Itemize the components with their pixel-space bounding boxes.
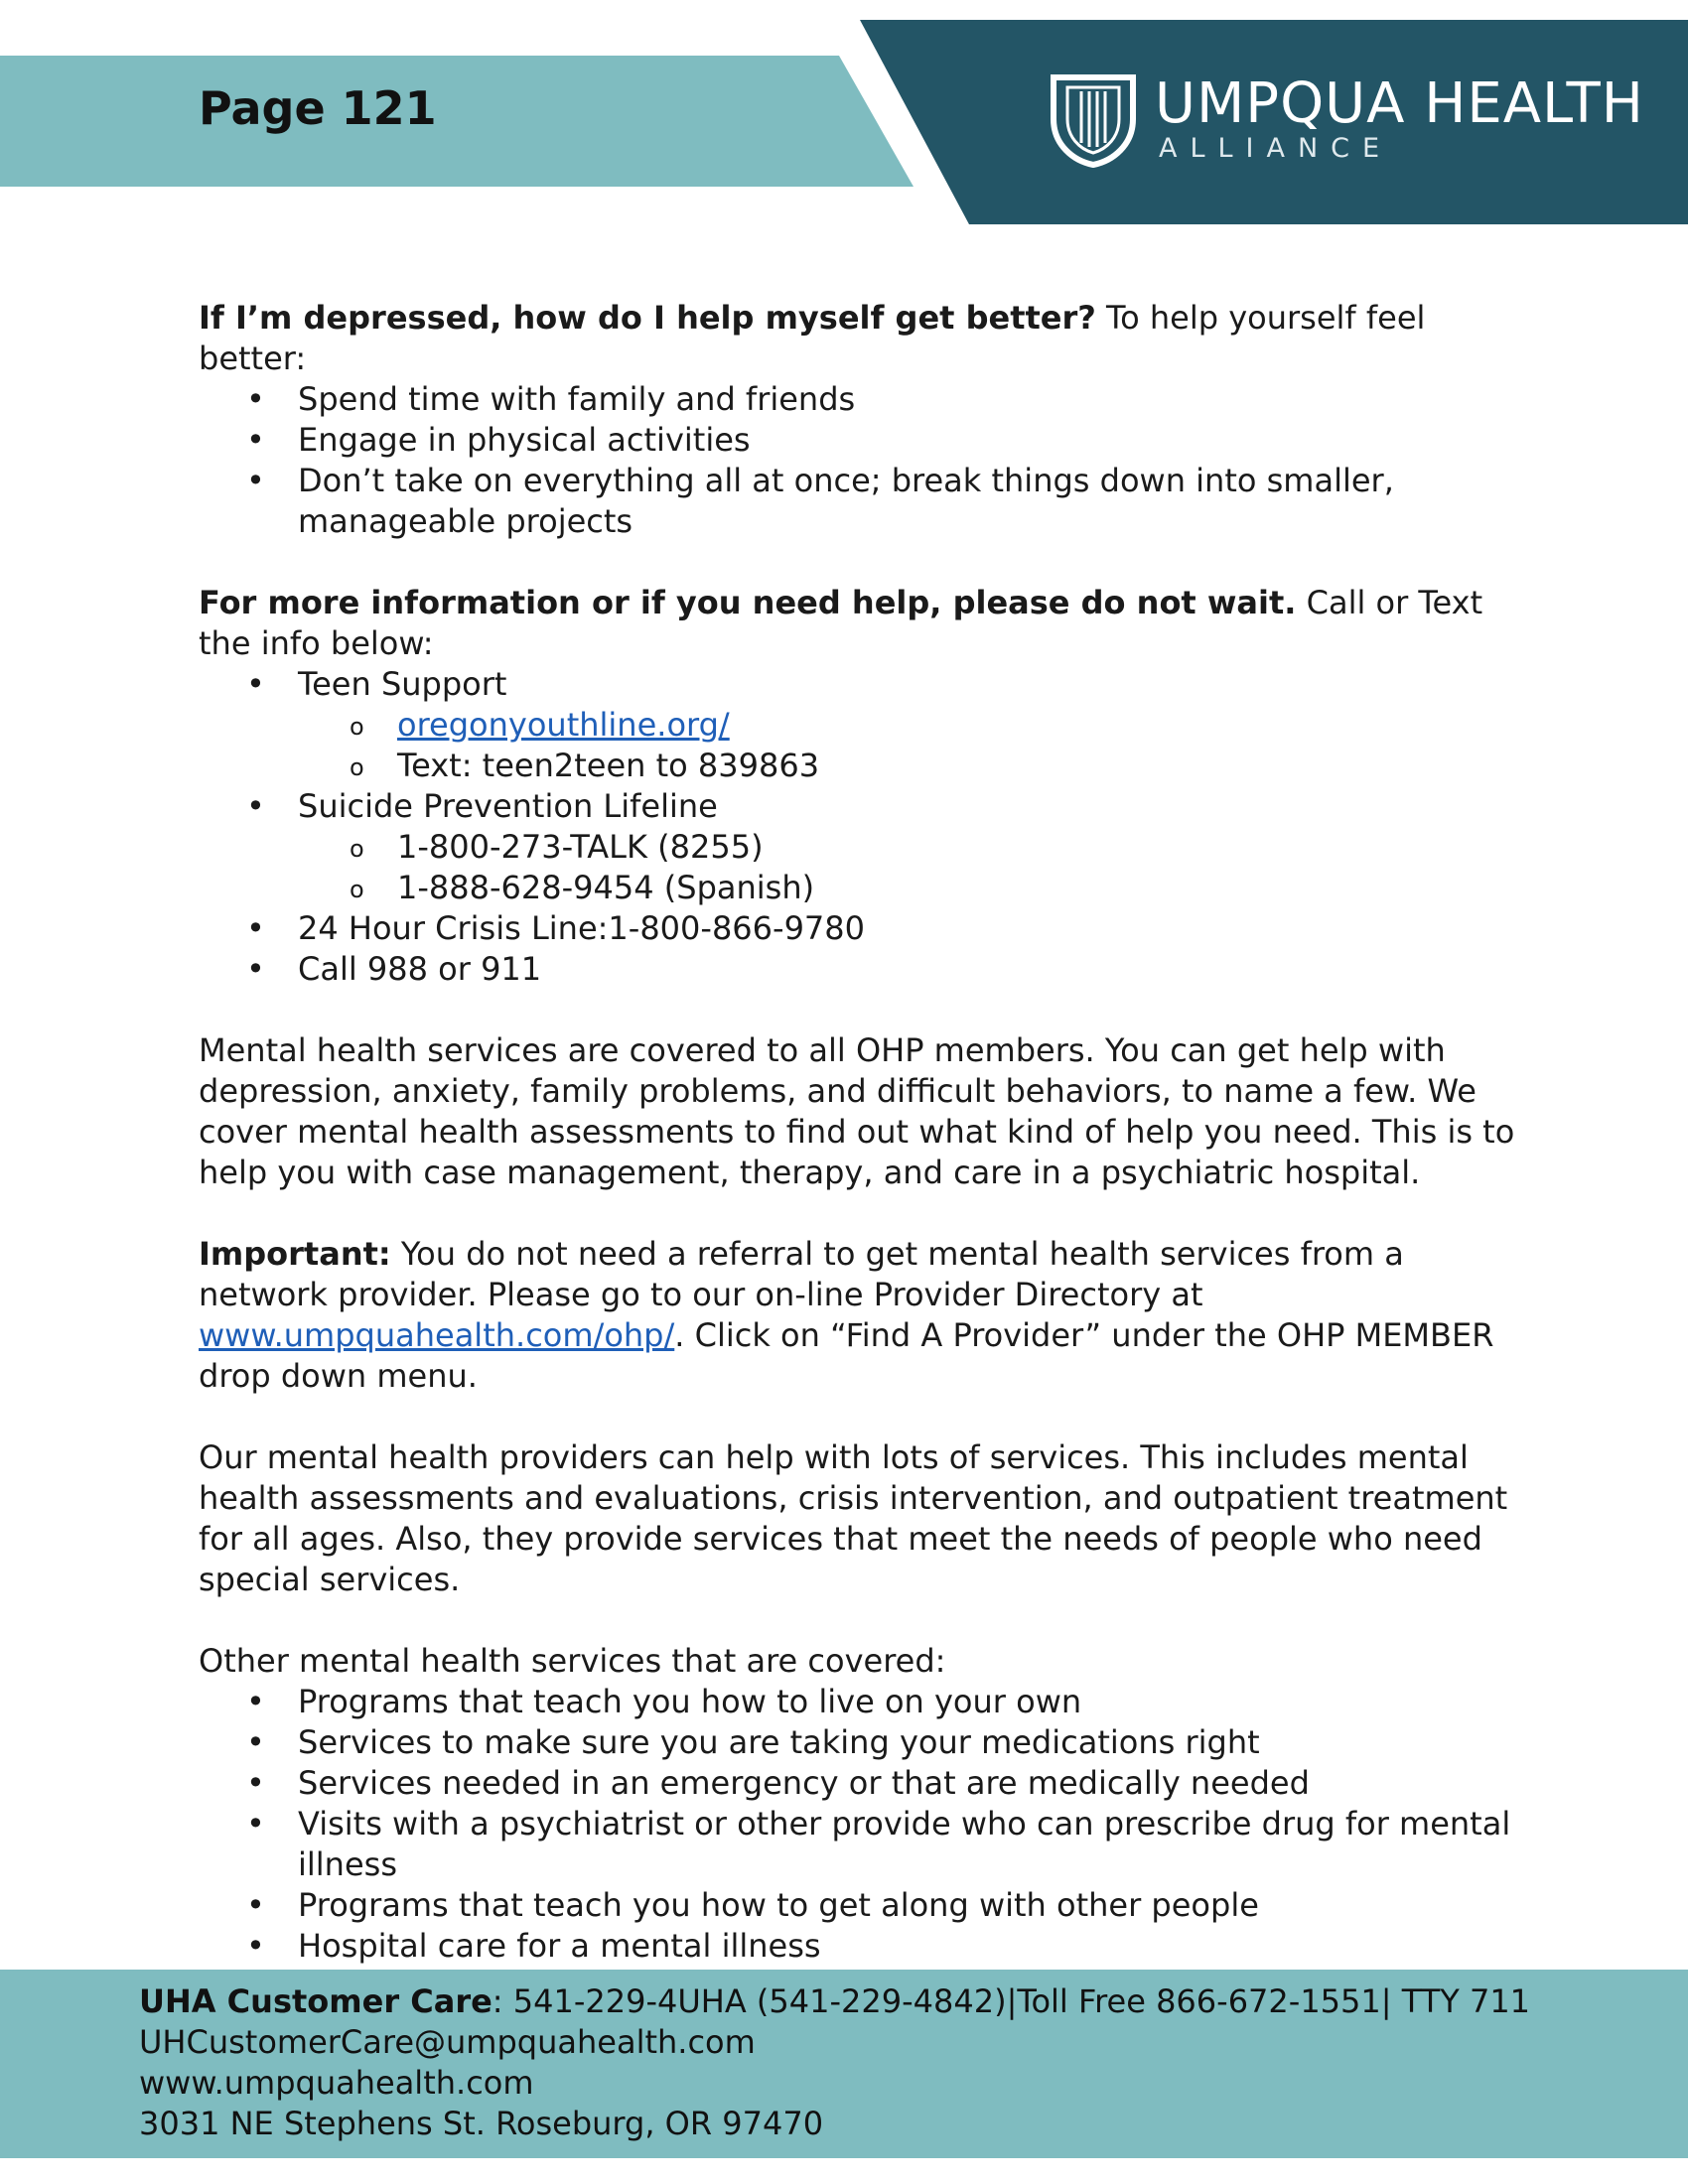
footer-website: www.umpquahealth.com: [139, 2064, 534, 2102]
help-intro-rest: Call or Text the info below:: [199, 584, 1483, 662]
help-heading: For more information or if you need help, please do not wait.: [199, 584, 1297, 621]
list-item-crisis-line: • 24 Hour Crisis Line:1-800-866-9780: [199, 908, 1519, 949]
suicide-lifeline-label: Suicide Prevention Lifeline: [298, 787, 718, 825]
help-intro: [199, 583, 1519, 664]
other-services-list: [199, 1682, 1519, 1967]
list-item: • Programs that teach you how to get along with other people: [199, 1885, 1519, 1926]
footer-care-phones: : 541-229-4UHA (541-229-4842)|Toll Free 866-672-1551| TTY 711: [492, 1982, 1531, 2020]
self-help-list: [199, 379, 1519, 542]
help-resources-list: [199, 664, 1519, 990]
other-services-intro: Other mental health services that are covered:: [199, 1642, 946, 1680]
list-item: • Services to make sure you are taking your medications right: [199, 1722, 1519, 1763]
logo-name: UMPQUA HEALTH: [1155, 71, 1644, 136]
important-label: Important:: [199, 1235, 391, 1273]
sublist-item: [298, 705, 1519, 746]
list-item: • Services needed in an emergency or that are medically needed: [199, 1763, 1519, 1804]
footer-address: 3031 NE Stephens St. Roseburg, OR 97470: [139, 2105, 824, 2142]
list-item-emergency: • Call 988 or 911: [199, 949, 1519, 990]
logo-subtitle: ALLIANCE: [1159, 133, 1393, 164]
footer-band: [0, 1970, 1688, 2158]
umpqua-shield-icon: [1048, 73, 1139, 169]
list-item-teen-support: [199, 664, 1519, 786]
important-text-1: You do not need a referral to get mental health services from a network provider. Please go to our on-line Provider Directory at: [199, 1235, 1404, 1313]
suicide-lifeline-sublist: [298, 827, 1519, 908]
depression-intro: [199, 298, 1519, 379]
page-content: [199, 298, 1519, 1967]
footer-care-line: [139, 1981, 1530, 2022]
important-paragraph: [199, 1234, 1519, 1397]
page-title: Page 121: [199, 81, 437, 135]
teen-support-label: Teen Support: [298, 665, 507, 703]
umpqua-logo: [1048, 71, 1643, 171]
footer-email: UHCustomerCare@umpquahealth.com: [139, 2023, 756, 2061]
teen-support-sublist: [298, 705, 1519, 786]
providers-paragraph: Our mental health providers can help with lots of services. This includes mental health assessments and evaluations, crisis intervention, and outpatient treatment for all ages. Also, they provide services that meet the needs of people who need special services.: [199, 1438, 1508, 1598]
important-text-2: . Click on “Find A Provider” under the OHP MEMBER drop down menu.: [199, 1316, 1494, 1395]
footer-contact: [139, 1981, 1530, 2144]
list-item: • Visits with a psychiatrist or other provide who can prescribe drug for mental illness: [199, 1804, 1519, 1885]
coverage-paragraph: Mental health services are covered to all OHP members. You can get help with depression, anxiety, family problems, and difficult behaviors, to name a few. We cover mental health assessments to find out what kind of help you need. This is to help you with case management, therapy, and care in a psychiatric hospital.: [199, 1031, 1515, 1191]
list-item: • Spend time with family and friends: [199, 379, 1519, 420]
list-item: • Don’t take on everything all at once; break things down into smaller, manageable projects: [199, 461, 1519, 542]
ohp-provider-link[interactable]: www.umpquahealth.com/ohp/: [199, 1316, 675, 1354]
sublist-item: o 1-800-273-TALK (8255): [298, 827, 1519, 868]
sublist-item: o 1-888-628-9454 (Spanish): [298, 868, 1519, 908]
list-item: • Hospital care for a mental illness: [199, 1926, 1519, 1967]
oregon-youthline-link[interactable]: oregonyouthline.org/: [397, 706, 730, 744]
depression-intro-rest: To help yourself feel better:: [199, 299, 1426, 377]
list-item-suicide-lifeline: [199, 786, 1519, 908]
footer-care-label: UHA Customer Care: [139, 1982, 492, 2020]
sublist-item: o Text: teen2teen to 839863: [298, 746, 1519, 786]
header-band: [0, 56, 914, 187]
depression-question: If I’m depressed, how do I help myself get better?: [199, 299, 1096, 337]
list-item: • Programs that teach you how to live on your own: [199, 1682, 1519, 1722]
list-item: • Engage in physical activities: [199, 420, 1519, 461]
